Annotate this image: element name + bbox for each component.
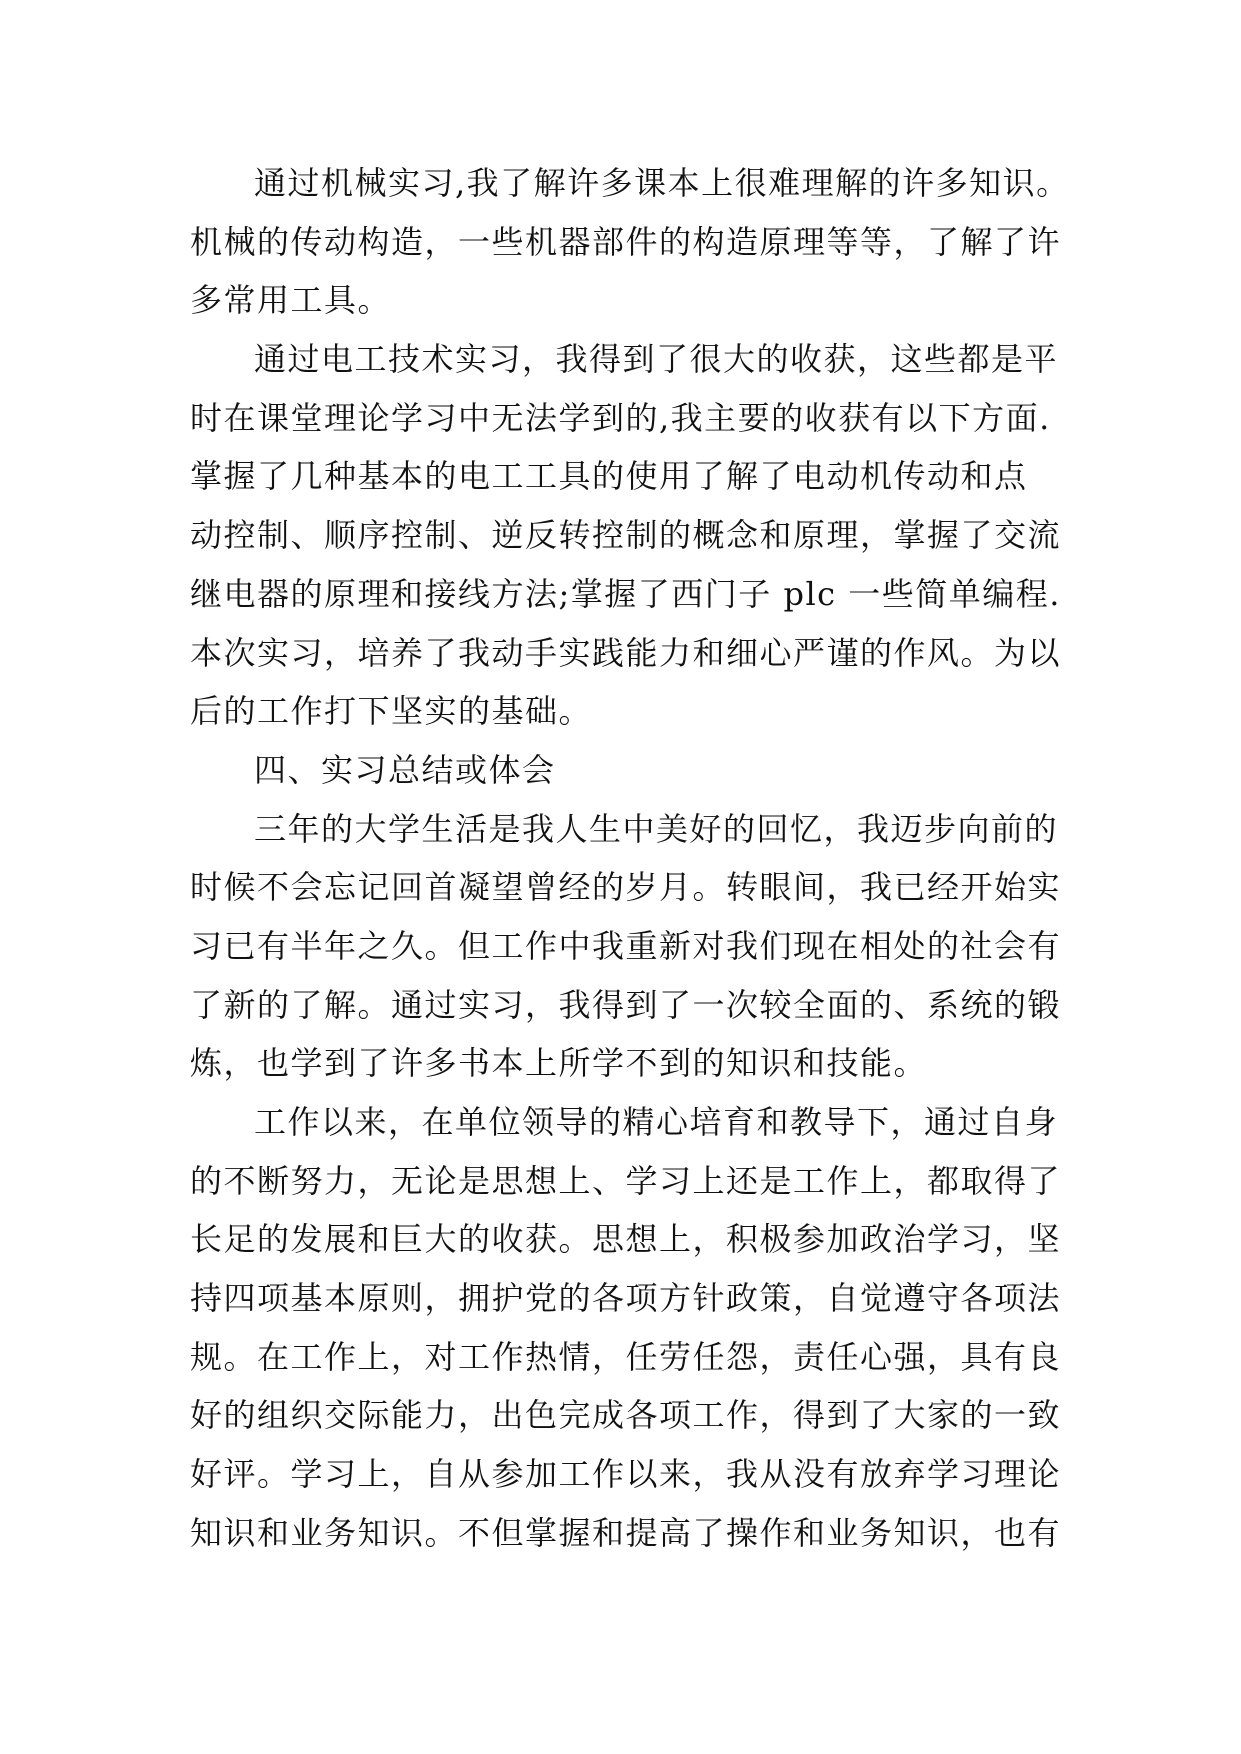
text-line: 掌握了几种基本的电工工具的使用了解了电动机传动和点: [190, 457, 1028, 496]
text-line: 知识和业务知识。不但掌握和提高了操作和业务知识，也有: [190, 1513, 1062, 1552]
text-line: 好的组织交际能力，出色完成各项工作，得到了大家的一致: [190, 1396, 1062, 1435]
document-body: [190, 154, 1070, 1563]
text-line: 后的工作打下坚实的基础。: [190, 692, 593, 731]
text-line: 时在课堂理论学习中无法学到的,我主要的收获有以下方面.: [190, 398, 1051, 437]
text-line: 动控制、顺序控制、逆反转控制的概念和原理，掌握了交流: [190, 516, 1062, 555]
text-line: 炼，也学到了许多书本上所学不到的知识和技能。: [190, 1044, 928, 1083]
text-line: 通过电工技术实习，我得到了很大的收获，这些都是平: [254, 340, 1059, 379]
text-line: 多常用工具。: [190, 281, 392, 320]
text-line: 习已有半年之久。但工作中我重新对我们现在相处的社会有: [190, 926, 1062, 965]
text-line: 规。在工作上，对工作热情，任劳任怨，责任心强，具有良: [190, 1337, 1062, 1376]
text-line: 好评。学习上，自从参加工作以来，我从没有放弃学习理论: [190, 1455, 1062, 1494]
text-line: 时候不会忘记回首凝望曾经的岁月。转眼间，我已经开始实: [190, 868, 1062, 907]
text-line: 长足的发展和巨大的收获。思想上，积极参加政治学习，坚: [190, 1220, 1062, 1259]
text-line: 持四项基本原则，拥护党的各项方针政策，自觉遵守各项法: [190, 1279, 1062, 1318]
text-line: 了新的了解。通过实习，我得到了一次较全面的、系统的锻: [190, 985, 1062, 1024]
text-line: 本次实习，培养了我动手实践能力和细心严谨的作风。为以: [190, 633, 1062, 672]
text-line: 继电器的原理和接线方法;掌握了西门子 plc 一些简单编程.: [190, 574, 1061, 613]
text-line: 机械的传动构造，一些机器部件的构造原理等等，了解了许: [190, 222, 1062, 261]
section-heading: 四、实习总结或体会: [254, 750, 556, 789]
text-line: 的不断努力，无论是思想上、学习上还是工作上，都取得了: [190, 1161, 1062, 1200]
text-line: 通过机械实习,我了解许多课本上很难理解的许多知识。: [254, 164, 1070, 202]
text-line: 工作以来，在单位领导的精心培育和教导下，通过自身: [254, 1103, 1059, 1141]
text-line: 三年的大学生活是我人生中美好的回忆，我迈步向前的: [254, 809, 1059, 848]
